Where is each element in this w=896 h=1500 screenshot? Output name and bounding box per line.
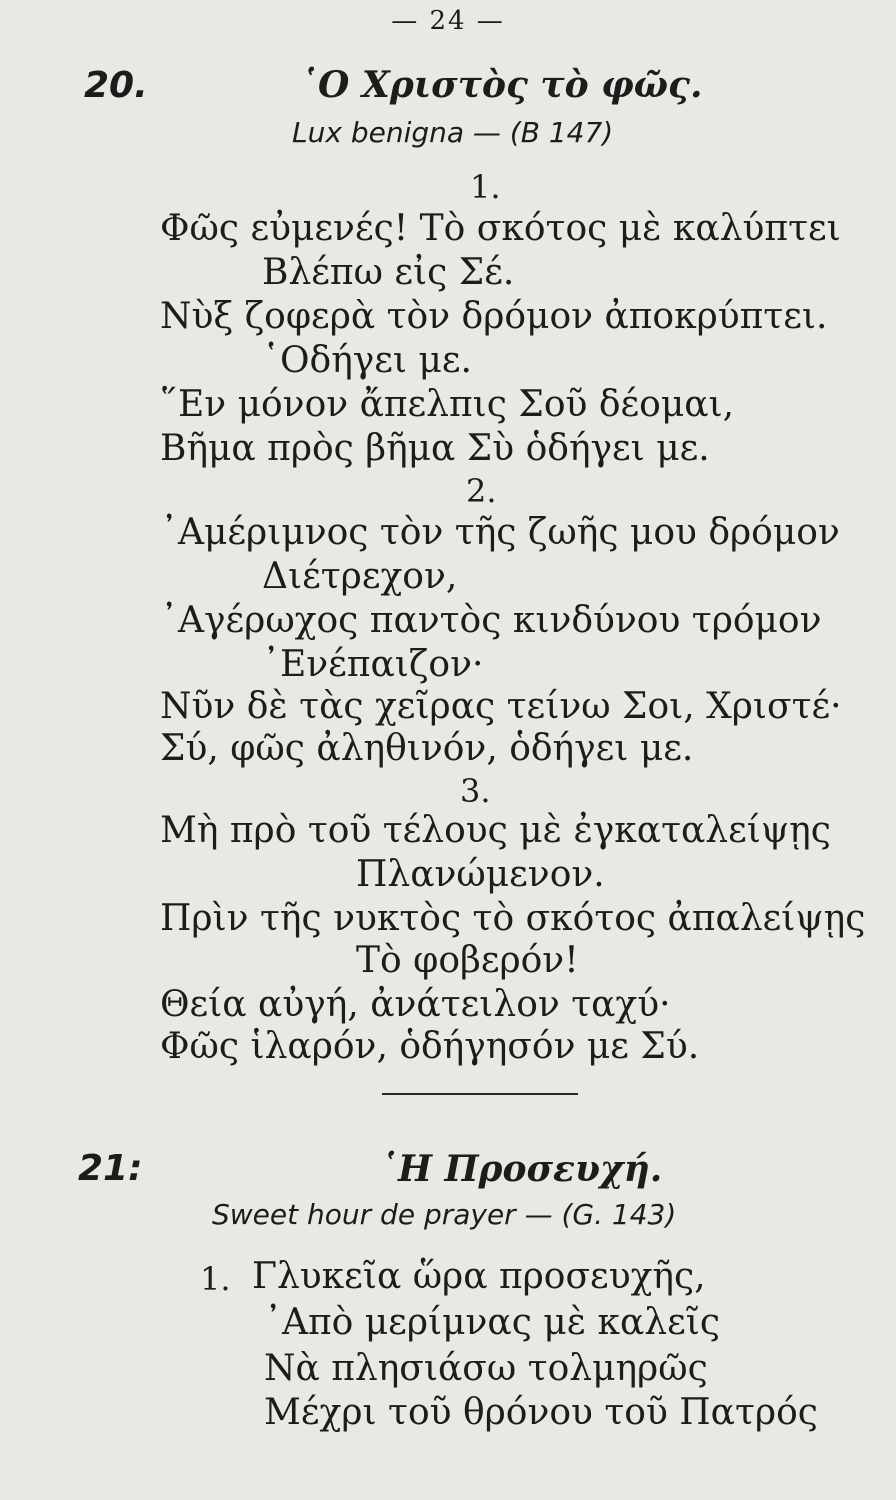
section-divider xyxy=(382,1093,578,1095)
hymn-21-s1-line-1: Γλυκεῖα ὥρα προσευχῆς, xyxy=(252,1256,706,1297)
hymn-20-s2-line-5: Νῦν δὲ τὰς χεῖρας τείνω Σοι, Χριστέ· xyxy=(160,686,842,727)
hymn-20-s1-line-3: Νὺξ ζοφερὰ τὸν δρόμον ἀποκρύπτει. xyxy=(160,296,828,337)
hymn-20-number: 20. xyxy=(84,65,148,106)
hymn-20-s3-line-5: Θεία αὐγή, ἀνάτειλον ταχύ· xyxy=(160,984,671,1025)
hymn-20-s3-line-1: Μὴ πρὸ τοῦ τέλους μὲ ἐγκαταλείψῃς xyxy=(160,810,831,851)
hymn-20-tune: Lux benigna — (B 147) xyxy=(292,116,614,149)
hymn-20-stanza-3-number: 3. xyxy=(460,772,491,810)
hymn-20-s1-line-1: Φῶς εὐμενές! Τὸ σκότος μὲ καλύπτει xyxy=(160,208,841,249)
hymn-21-title: ῾Η Προσευχή. xyxy=(380,1148,663,1190)
page-number: — 24 — xyxy=(391,6,505,36)
hymn-20-stanza-2-number: 2. xyxy=(466,472,497,510)
hymn-20-title: ῾Ο Χριστὸς τὸ φῶς. xyxy=(300,64,703,106)
hymn-20-s2-line-6: Σύ, φῶς ἀληθινόν, ὁδήγει με. xyxy=(160,728,694,769)
hymn-21-s1-line-4: Μέχρι τοῦ θρόνου τοῦ Πατρός xyxy=(264,1392,818,1433)
hymn-20-s2-line-1: ᾿Αμέριμνος τὸν τῆς ζωῆς μου δρόμον xyxy=(160,512,840,553)
hymn-20-s1-line-4: ῾Οδήγει με. xyxy=(262,340,472,381)
hymn-21-number: 21: xyxy=(78,1148,143,1189)
hymn-20-stanza-1-number: 1. xyxy=(470,168,501,206)
hymn-20-s3-line-3: Πρὶν τῆς νυκτὸς τὸ σκότος ἀπαλείψῃς xyxy=(160,898,866,939)
hymn-20-s2-line-2: Διέτρεχον, xyxy=(262,556,458,597)
hymn-20-s2-line-3: ᾿Αγέρωχος παντὸς κινδύνου τρόμον xyxy=(160,600,822,641)
hymn-20-s1-line-2: Βλέπω εἰς Σέ. xyxy=(262,252,515,293)
hymn-20-s3-line-6: Φῶς ἱλαρόν, ὁδήγησόν με Σύ. xyxy=(160,1026,700,1067)
hymn-20-s1-line-6: Βῆμα πρὸς βῆμα Σὺ ὁδήγει με. xyxy=(160,428,710,469)
hymn-20-s1-line-5: ῞Εν μόνον ἄπελπις Σοῦ δέομαι, xyxy=(160,384,735,425)
hymn-21-tune: Sweet hour de prayer — (G. 143) xyxy=(212,1198,677,1231)
hymn-20-s3-line-2: Πλανώμενον. xyxy=(356,854,605,895)
hymn-21-stanza-1-number: 1. xyxy=(200,1260,231,1298)
hymn-21-s1-line-3: Νὰ πλησιάσω τολμηρῶς xyxy=(264,1348,708,1389)
hymn-21-s1-line-2: ᾿Απὸ μερίμνας μὲ καλεῖς xyxy=(264,1302,721,1343)
hymn-20-s2-line-4: ᾿Ενέπαιζον· xyxy=(262,644,484,685)
hymn-20-s3-line-4: Τὸ φοβερόν! xyxy=(356,940,579,981)
